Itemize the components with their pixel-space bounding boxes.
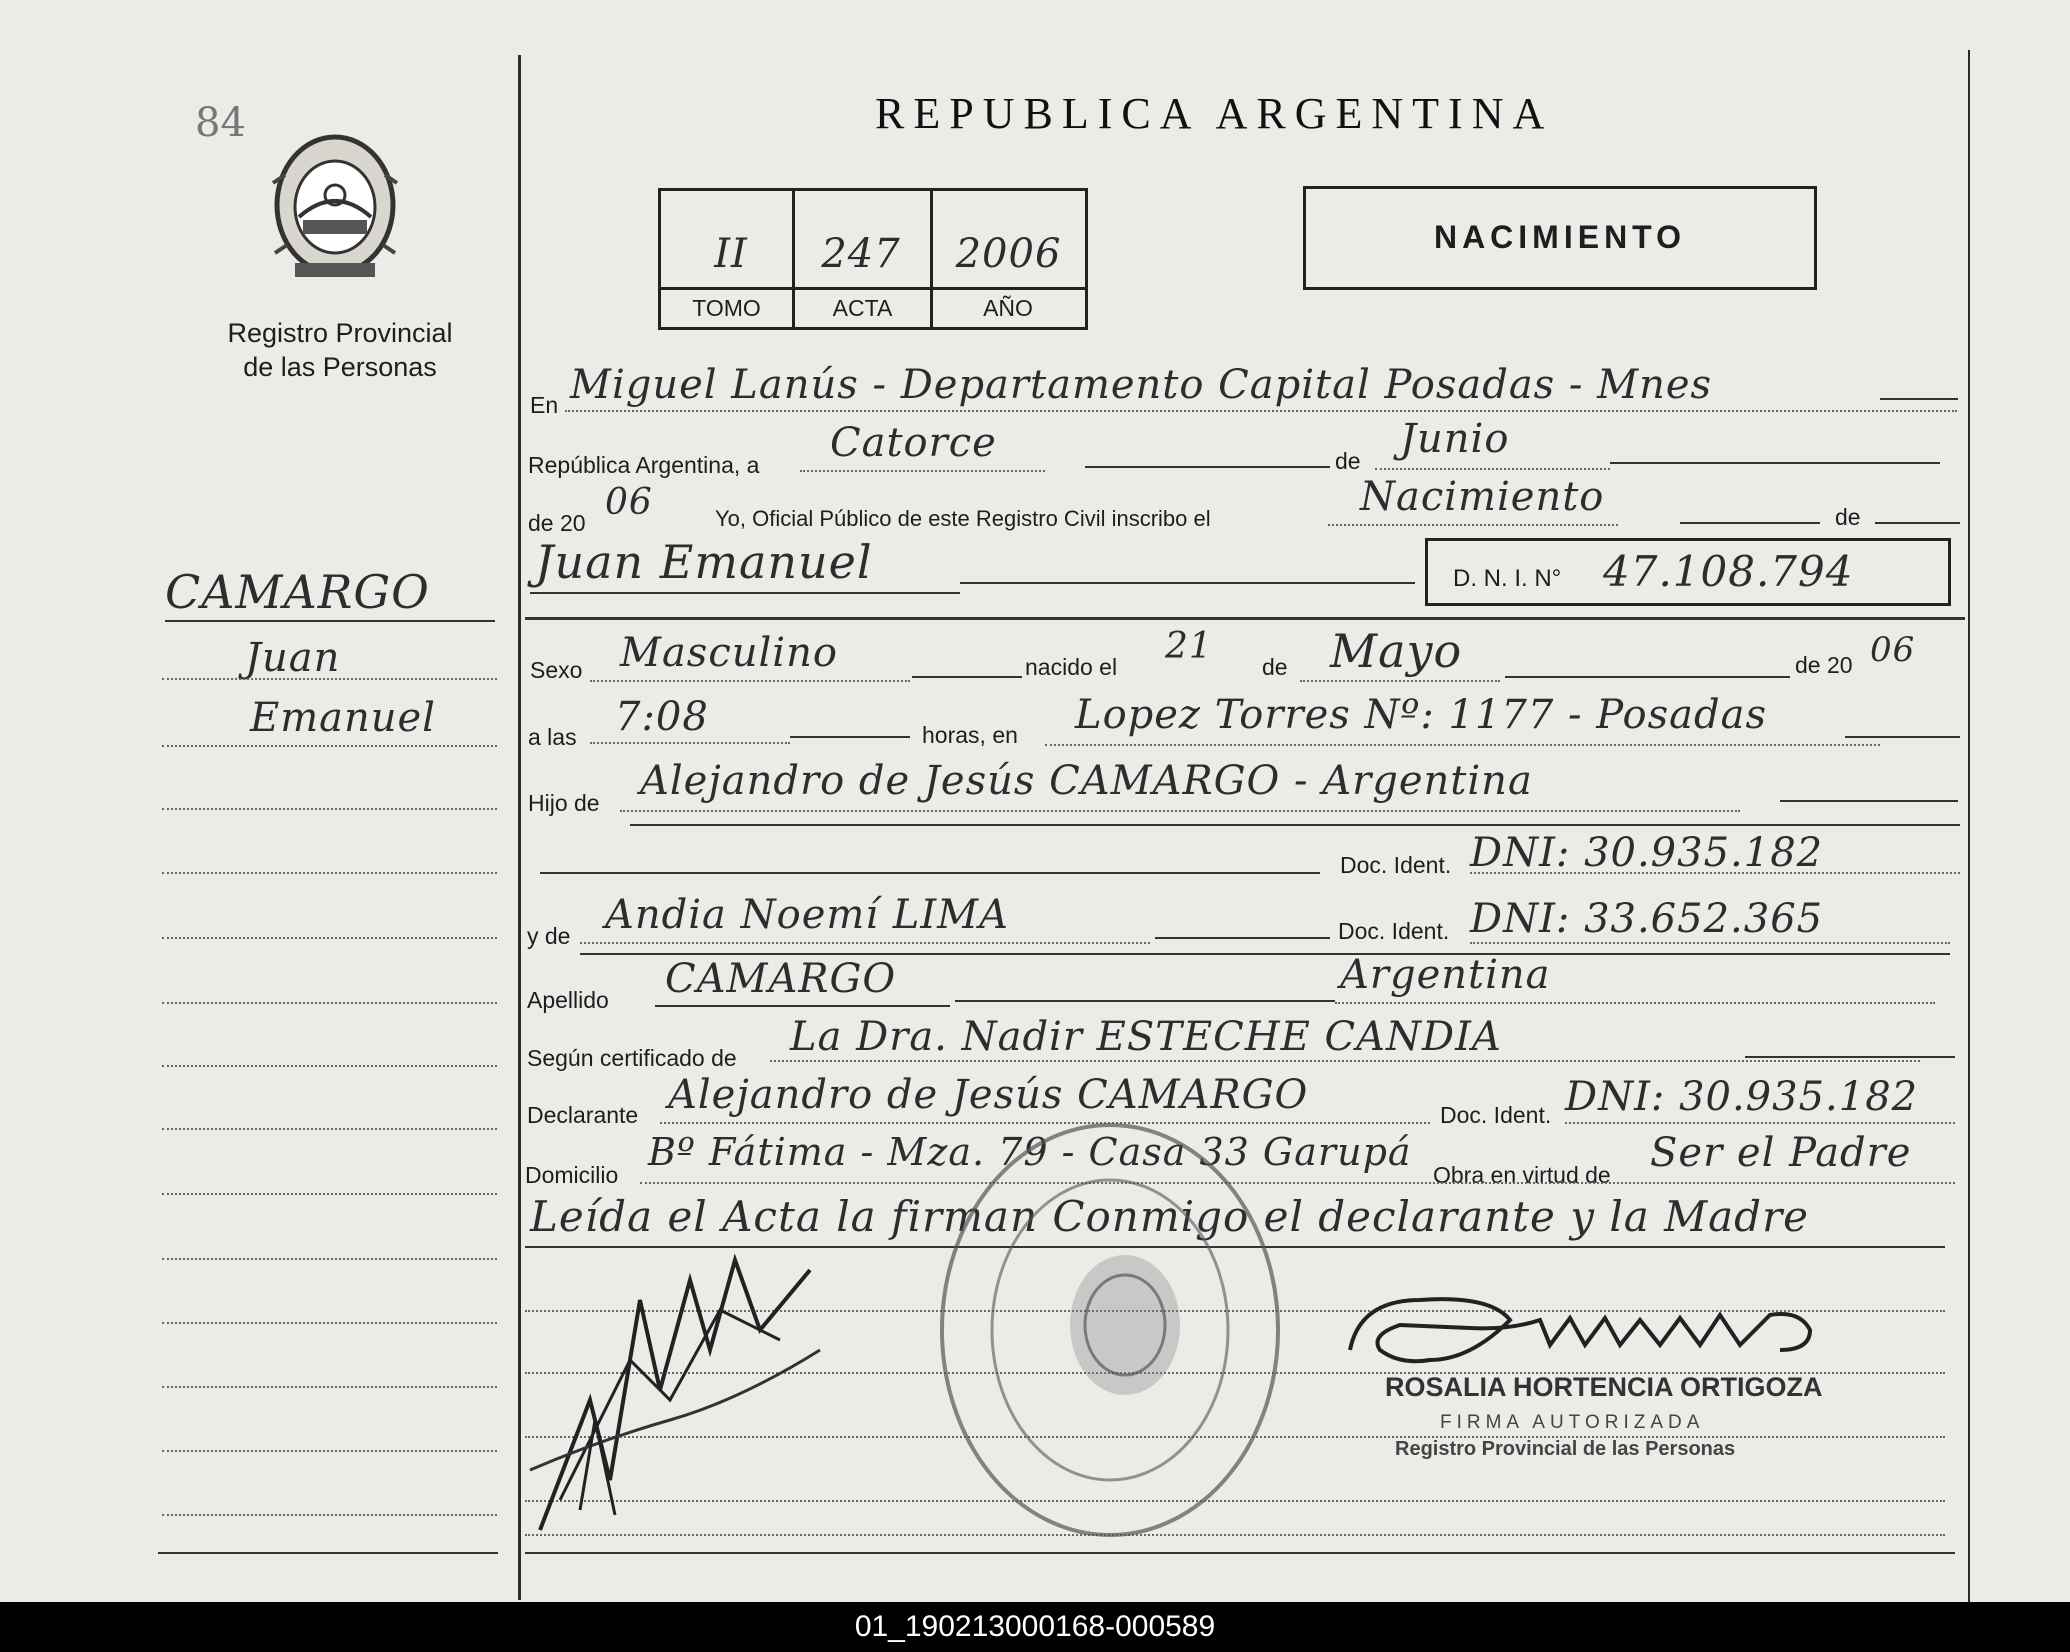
label-doc-ident-mother: Doc. Ident. xyxy=(1338,918,1450,944)
acta-value: 247 xyxy=(821,231,901,277)
label-sexo: Sexo xyxy=(530,657,583,683)
registry-seal-icon xyxy=(920,1110,1300,1550)
label-de-2: de xyxy=(1835,504,1861,530)
country-title: REPUBLICA ARGENTINA xyxy=(875,89,1554,138)
father-value: Alejandro de Jesús CAMARGO - Argentina xyxy=(640,758,1533,804)
label-a-las: a las xyxy=(528,724,577,750)
reason-value: Ser el Padre xyxy=(1650,1130,1912,1176)
time-value: 7:08 xyxy=(615,694,709,740)
label-domicilio: Domicilio xyxy=(525,1162,619,1188)
day-value: Catorce xyxy=(830,420,997,466)
label-yo-oficial: Yo, Oficial Público de este Registro Civil inscribo el xyxy=(715,506,1211,531)
child-name-value: Juan Emanuel xyxy=(535,535,873,589)
label-apellido: Apellido xyxy=(527,987,609,1013)
file-id-caption: 01_190213000168-000589 xyxy=(0,1602,2070,1652)
registry-footer-label: Registro Provincial de las Personas xyxy=(1395,1438,1736,1460)
nationality-value: Argentina xyxy=(1340,952,1551,998)
label-y-de: y de xyxy=(527,923,571,949)
surname-value: CAMARGO xyxy=(665,956,897,1002)
birth-month-value: Mayo xyxy=(1330,624,1463,678)
anio-label: AÑO xyxy=(983,295,1033,321)
tomo-value: II xyxy=(714,231,748,277)
label-en: En xyxy=(530,392,559,418)
place-value: Miguel Lanús - Departamento Capital Posadas - Mnes xyxy=(570,362,1713,408)
declarant-signature xyxy=(520,1240,840,1540)
year-value: 06 xyxy=(605,482,653,523)
label-nac-de: de xyxy=(1262,654,1288,680)
official-signature-icon xyxy=(1340,1290,1820,1380)
anio-value: 2006 xyxy=(955,231,1062,277)
declarant-value: Alejandro de Jesús CAMARGO xyxy=(668,1072,1309,1118)
label-de-20: de 20 xyxy=(528,510,586,536)
father-doc-value: DNI: 30.935.182 xyxy=(1470,830,1824,876)
official-signature xyxy=(1340,1290,1820,1380)
right-border xyxy=(1968,50,1970,1602)
sex-value: Masculino xyxy=(620,630,838,676)
sheet-number: 84 xyxy=(195,100,246,146)
act-value: Nacimiento xyxy=(1360,474,1605,520)
tomo-label: TOMO xyxy=(692,295,761,321)
margin-given-2: Emanuel xyxy=(250,695,436,741)
label-nacido-el: nacido el xyxy=(1025,654,1118,680)
dni-box xyxy=(1425,538,1951,606)
record-type: NACIMIENTO xyxy=(1433,219,1687,255)
official-seal xyxy=(920,1110,1300,1550)
firma-autorizada-label: FIRMA AUTORIZADA xyxy=(1440,1412,1705,1433)
misiones-emblem-icon xyxy=(265,125,405,285)
certificate-value: La Dra. Nadir ESTECHE CANDIA xyxy=(790,1014,1502,1060)
birthplace-value: Lopez Torres Nº: 1177 - Posadas xyxy=(1075,692,1767,738)
label-de: de xyxy=(1335,448,1361,474)
label-hijo-de: Hijo de xyxy=(528,790,600,816)
closing-statement: Leída el Acta la firman Conmigo el declarante y la Madre xyxy=(530,1192,1810,1241)
label-nac-de-20: de 20 xyxy=(1795,652,1853,678)
label-obra-en-virtud: Obra en virtud de xyxy=(1433,1162,1611,1188)
month-value: Junio xyxy=(1400,416,1510,462)
birth-day-value: 21 xyxy=(1165,626,1213,667)
birth-year-value: 06 xyxy=(1870,630,1916,670)
label-republica: República Argentina, a xyxy=(528,452,760,478)
label-doc-ident-father: Doc. Ident. xyxy=(1340,852,1452,878)
mother-value: Andia Noemí LIMA xyxy=(605,892,1010,938)
dni-label: D. N. I. N° xyxy=(1453,565,1562,592)
margin-surname: CAMARGO xyxy=(165,565,430,619)
label-segun-certificado: Según certificado de xyxy=(527,1045,737,1071)
label-declarante: Declarante xyxy=(527,1102,639,1128)
registry-name-line1: Registro Provincial xyxy=(227,318,453,348)
record-type-box xyxy=(1303,186,1817,290)
mother-doc-value: DNI: 33.652.365 xyxy=(1470,896,1824,942)
acta-label: ACTA xyxy=(832,295,893,321)
provincial-emblem xyxy=(265,125,405,285)
margin-given-1: Juan xyxy=(245,635,341,681)
record-id-box xyxy=(658,188,1088,330)
declarant-doc-value: DNI: 30.935.182 xyxy=(1565,1074,1919,1120)
address-value: Bº Fátima - Mza. 79 - Casa 33 Garupá xyxy=(648,1130,1412,1174)
label-horas-en: horas, en xyxy=(922,722,1018,748)
registry-name-line2: de las Personas xyxy=(243,352,437,382)
label-doc-ident-declarant: Doc. Ident. xyxy=(1440,1102,1552,1128)
dni-value: 47.108.794 xyxy=(1603,547,1854,596)
handwritten-signature-icon xyxy=(520,1240,840,1540)
official-name: ROSALIA HORTENCIA ORTIGOZA xyxy=(1385,1372,1823,1402)
